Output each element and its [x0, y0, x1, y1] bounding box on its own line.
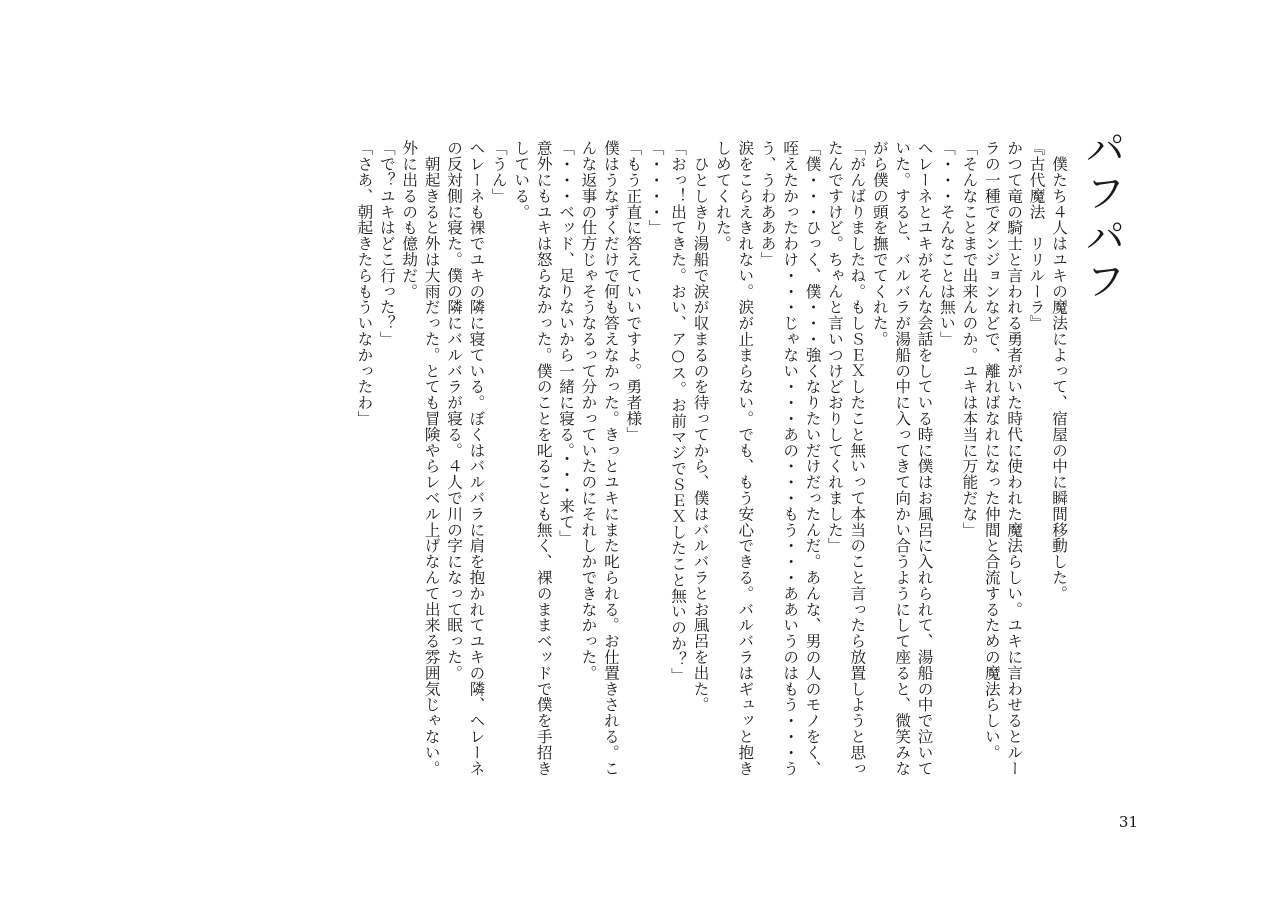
text-line: 「・・・・」 [646, 140, 665, 236]
text-line: 「・・・そんなことは無い」 [937, 140, 956, 347]
text-line: いた。すると、バルバラが湯船の中に入ってきて向かい合うようにして座ると、微笑みな [893, 140, 912, 776]
text-line: の反対側に寝た。僕の隣にバルバラが寝る。４人で川の字になって眠った。 [445, 140, 464, 681]
text-line: う、うわあああ」 [758, 140, 777, 268]
text-line: 「さあ、朝起きたらもういなかったわ」 [355, 140, 374, 427]
text-line: 朝起きると外は大雨だった。とても冒険やらレベル上げなんて出来る雰囲気じゃない。 [422, 140, 441, 776]
text-line: 「僕・・・ひっく、僕・・・強くなりたいだけだったんだ。あんな、男の人のモノをく、 [803, 140, 822, 776]
text-line: 咥えたかったわけ・・・じゃない・・・あの・・・もう・・・ああいうのはもう・・・う [781, 140, 800, 776]
body-text [145, 140, 1070, 800]
text-line: 「・・・ベッド、足りないから一緒に寝る。・・・来て」 [557, 140, 576, 546]
chapter-title: パフパフ [1079, 128, 1125, 304]
text-line: 涙をこらえきれない。涙が止まらない。でも、もう安心できる。バルバラはギュッと抱き [736, 140, 755, 776]
text-line: 「もう正直に答えていいですよ。勇者様」 [624, 140, 643, 443]
text-line: 「がんばりましたね。もしＳＥＸしたこと無いって本当のこと言ったら放置しようと思っ [848, 140, 867, 776]
text-line: 「おっ！出てきた。おい、ア○ス。お前マジでＳＥＸしたこと無いのか？」 [669, 140, 688, 683]
text-line: しめてくれた。 [713, 140, 732, 252]
text-line: 僕たち４人はユキの魔法によって、宿屋の中に瞬間移動した。 [1050, 140, 1068, 602]
text-line: 僕はうなずくだけで何も答えなかった。きっとユキにまた叱られる。お仕置きされる。こ [601, 140, 620, 776]
text-line: 意外にもユキは怒らなかった。僕のことを叱ることも無く、裸のままベッドで僕を手招き [534, 140, 553, 776]
text-line: がら僕の頭を撫でてくれた。 [870, 140, 889, 347]
text-line: ヘレーネも裸でユキの隣に寝ている。ぼくはバルバラに肩を抱かれてユキの隣、ヘレーネ [467, 140, 486, 776]
text-line: 『古代魔法 リリルーラ』 [1027, 140, 1046, 331]
page-number: 31 [1118, 813, 1138, 831]
text-line: 「うん」 [489, 140, 508, 204]
text-line: んな返事の仕方じゃそうなるって分かっていたのにそれしかできなかった。 [579, 140, 598, 681]
text-line: 「そんなことまで出来んのか。ユキは本当に万能だな」 [960, 140, 979, 538]
text-line: ラの一種でダンジョンなどで、離ればなれになった仲間と合流するための魔法らしい。 [982, 140, 1001, 761]
text-line: ヘレーネとユキがそんな会話をしている時に僕はお風呂に入れられて、湯船の中で泣いて [915, 140, 934, 776]
text-line: している。 [512, 140, 531, 220]
text-line: ひとしきり湯船で涙が収まるのを待ってから、僕はバルバラとお風呂を出た。 [691, 140, 710, 713]
text-line: 「で？ユキはどこ行った？」 [377, 140, 396, 347]
text-line: たんですけど。ちゃんと言いつけどおりしてくれました」 [825, 140, 844, 554]
text-line: 外に出るのも億劫だ。 [400, 140, 419, 299]
text-line: かつて竜の騎士と言われる勇者がいた時代に使われた魔法らしい。ユキに言わせるとルー [1005, 140, 1024, 776]
